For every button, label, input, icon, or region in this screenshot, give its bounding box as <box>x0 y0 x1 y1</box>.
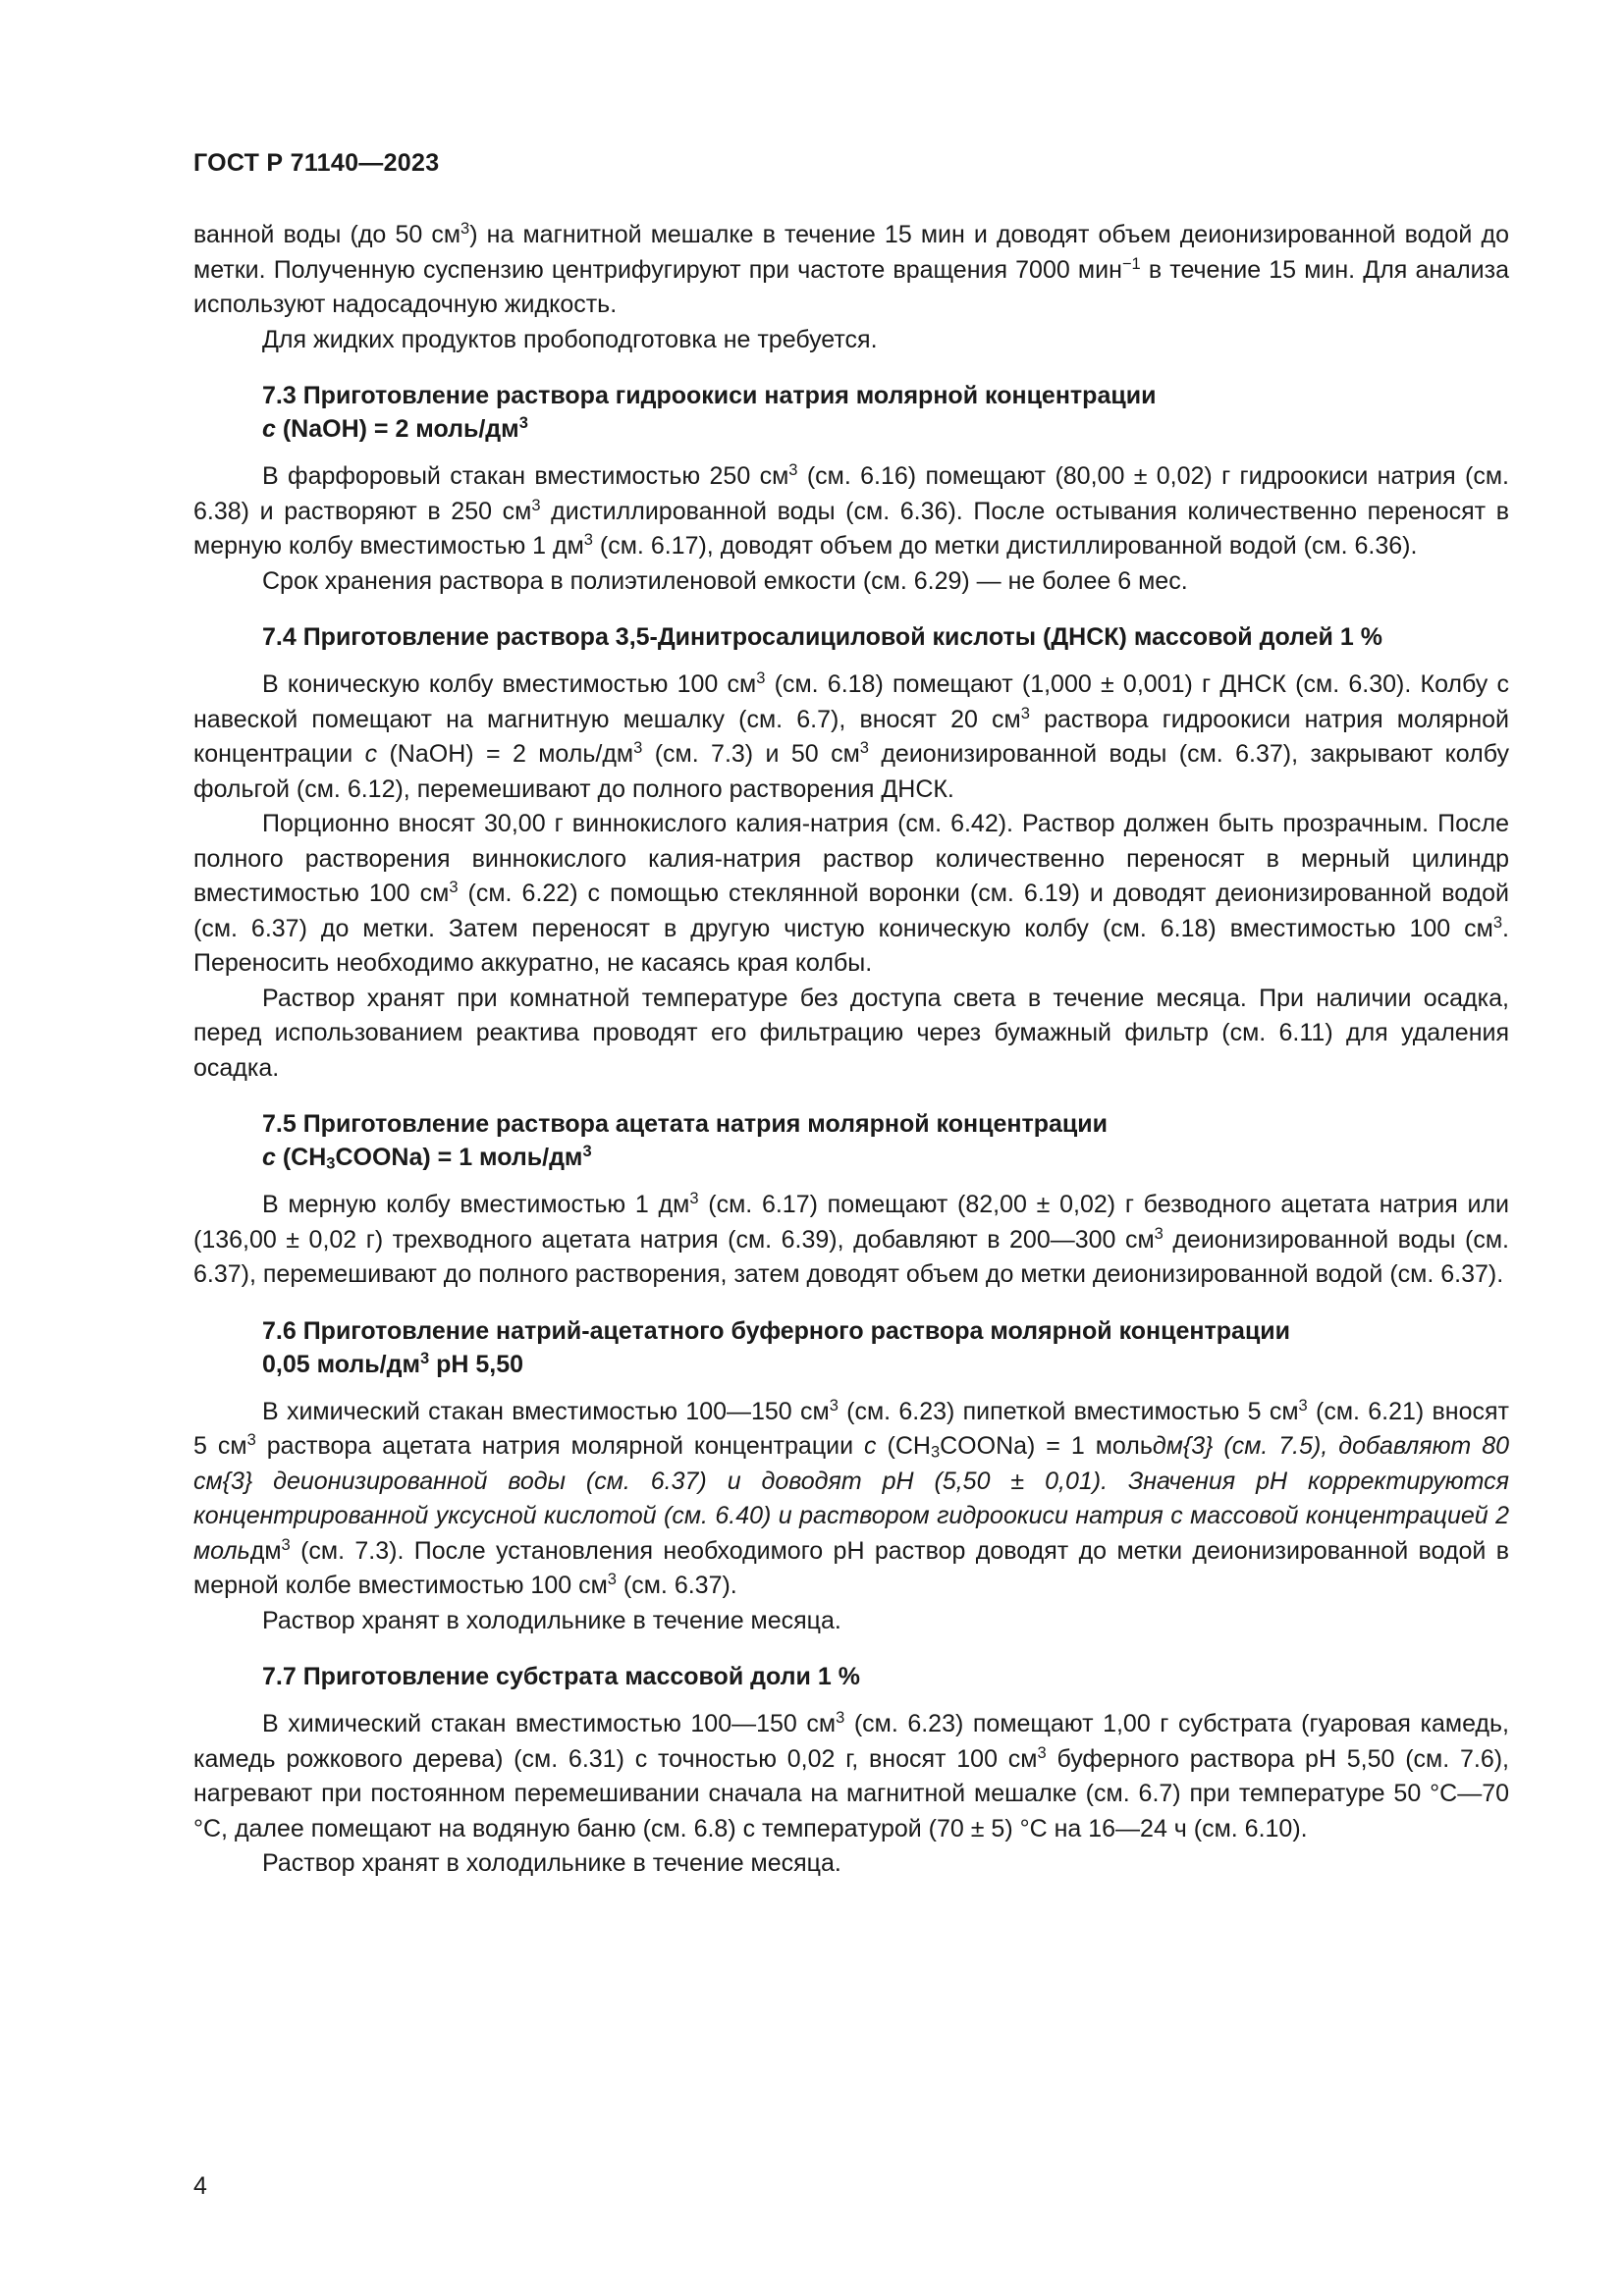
paragraph: В химический стакан вместимостью 100—150 $см^3$ (см. 6.23) помещают 1,00 г субстрата (гуаровая камедь, камедь рожкового дерева) (см. 6.31) с точностью 0,02 г, вносят 100 $см^3$ буферного раствора pH 5,50 (см. 7.6), нагревают при постоянном перемешивании сначала на магнитной мешалке (см. 6.7) при температуре 50 °С—70 °С, далее помещают на водяную баню (см. 6.8) с температурой (70 ± 5) °С на 16—24 ч (см. 6.10). <box>193 1708 1509 1842</box>
section-heading-line: c $(CH_3COONa) = 1$ моль/$дм^3$ <box>262 1142 592 1173</box>
section-heading-line: 7.4 Приготовление раствора 3,5-Динитросалициловой кислоты (ДНСК) массовой долей 1 % <box>262 623 1382 651</box>
paragraph: В мерную колбу вместимостью 1 $дм^3$ (см. 6.17) помещают (82,00 ± 0,02) г безводного ацетата натрия или (136,00 ± 0,02 г) трехводного ацетата натрия (см. 6.39), добавляют в 200—300 $см^3$ деионизированной воды (см. 6.37), перемешивают до полного растворения, затем доводят объем до метки деионизированной водой (см. 6.37). <box>193 1189 1509 1288</box>
paragraph: Раствор хранят в холодильнике в течение месяца. <box>262 1606 841 1634</box>
paragraph: ванной воды (до 50 $см^3$) на магнитной мешалке в течение 15 мин и доводят объем деионизированной водой до метки. Полученную суспензию центрифугируют при частоте вращения 7000 мин$^{-1}$ в течение 15 мин. Для анализа используют надосадочную жидкость. <box>193 219 1510 318</box>
paragraph: В коническую колбу вместимостью 100 $см^3$ (см. 6.18) помещают (1,000 ± 0,001) г ДНСК (см. 6.30). Колбу с навеской помещают на магнитную мешалку (см. 6.7), вносят 20 $см^3$ раствора гидроокиси натрия молярной концентрации c (NaOH) = 2 моль/$дм^3$ (см. 7.3) и 50 $см^3$ деионизированной воды (см. 6.37), закрывают колбу фольгой (см. 6.12), перемешивают до полного растворения ДНСК. <box>193 668 1510 803</box>
section-heading-line: 7.3 Приготовление раствора гидроокиси натрия молярной концентрации <box>262 382 1157 409</box>
section-heading <box>193 379 1509 446</box>
document-body <box>193 218 1509 1882</box>
section-heading-line: 7.7 Приготовление субстрата массовой доли 1 % <box>262 1663 860 1690</box>
paragraph: Для жидких продуктов пробоподготовка не требуется. <box>262 325 878 353</box>
section-heading <box>193 1107 1509 1174</box>
section-heading <box>193 620 1509 654</box>
paragraph: Порционно вносят 30,00 г виннокислого калия-натрия (см. 6.42). Раствор должен быть прозрачным. После полного растворения виннокислого калия-натрия раствор количественно переносят в мерный цилиндр вместимостью 100 $см^3$ (см. 6.22) с помощью стеклянной воронки (см. 6.19) и доводят деионизированной водой (см. 6.37) до метки. Затем переносят в другую чистую коническую колбу (см. 6.18) вместимостью 100 $см^3$. Переносить необходимо аккуратно, не касаясь края колбы. <box>193 810 1509 977</box>
page-number: 4 <box>193 2172 207 2200</box>
document-header: ГОСТ Р 71140—2023 <box>193 149 440 177</box>
paragraph: Раствор хранят при комнатной температуре без доступа света в течение месяца. При наличии осадка, перед использованием реактива проводят его фильтрацию через бумажный фильтр (см. 6.11) для удаления осадка. <box>193 984 1509 1082</box>
section-heading-line: 0,05 моль/$дм^3$ pH 5,50 <box>262 1349 524 1378</box>
paragraph: Раствор хранят в холодильнике в течение месяца. <box>262 1849 841 1877</box>
paragraph: Срок хранения раствора в полиэтиленовой емкости (см. 6.29) — не более 6 мес. <box>262 566 1188 595</box>
section-heading <box>193 1660 1509 1693</box>
paragraph: В химический стакан вместимостью 100—150 $см^3$ (см. 6.23) пипеткой вместимостью 5 $см^3$ (см. 6.21) вносят 5 $см^3$ раствора ацетата натрия молярной концентрации c $(CH_3COONa) = 1$ мольдм{3} (см. 7.5), добавляют 80 см{3} деионизированной воды (см. 6.37) и доводят pH (5,50 ± 0,01). Значения pH корректируются концентрированной уксусной кислотой (см. 6.40) и раствором гидроокиси натрия с массовой концентрацией 2 мольдм$^3$ (см. 7.3). После установления необходимого pH раствор доводят до метки деионизированной водой в мерной колбе вместимостью 100 $см^3$ (см. 6.37). <box>193 1396 1510 1599</box>
section-heading-line: 7.6 Приготовление натрий-ацетатного буферного раствора молярной концентрации <box>262 1316 1291 1345</box>
paragraph: В фарфоровый стакан вместимостью 250 $см^3$ (см. 6.16) помещают (80,00 ± 0,02) г гидроокиси натрия (см. 6.38) и растворяют в 250 $см^3$ дистиллированной воды (см. 6.36). После остывания количественно переносят в мерную колбу вместимостью 1 $дм^3$ (см. 6.17), доводят объем до метки дистиллированной водой (см. 6.36). <box>193 460 1509 560</box>
section-heading-line: 7.5 Приготовление раствора ацетата натрия молярной концентрации <box>262 1110 1108 1138</box>
section-heading-line: c (NaOH) = 2 моль/$дм^3$ <box>262 413 528 443</box>
section-heading <box>193 1314 1509 1381</box>
